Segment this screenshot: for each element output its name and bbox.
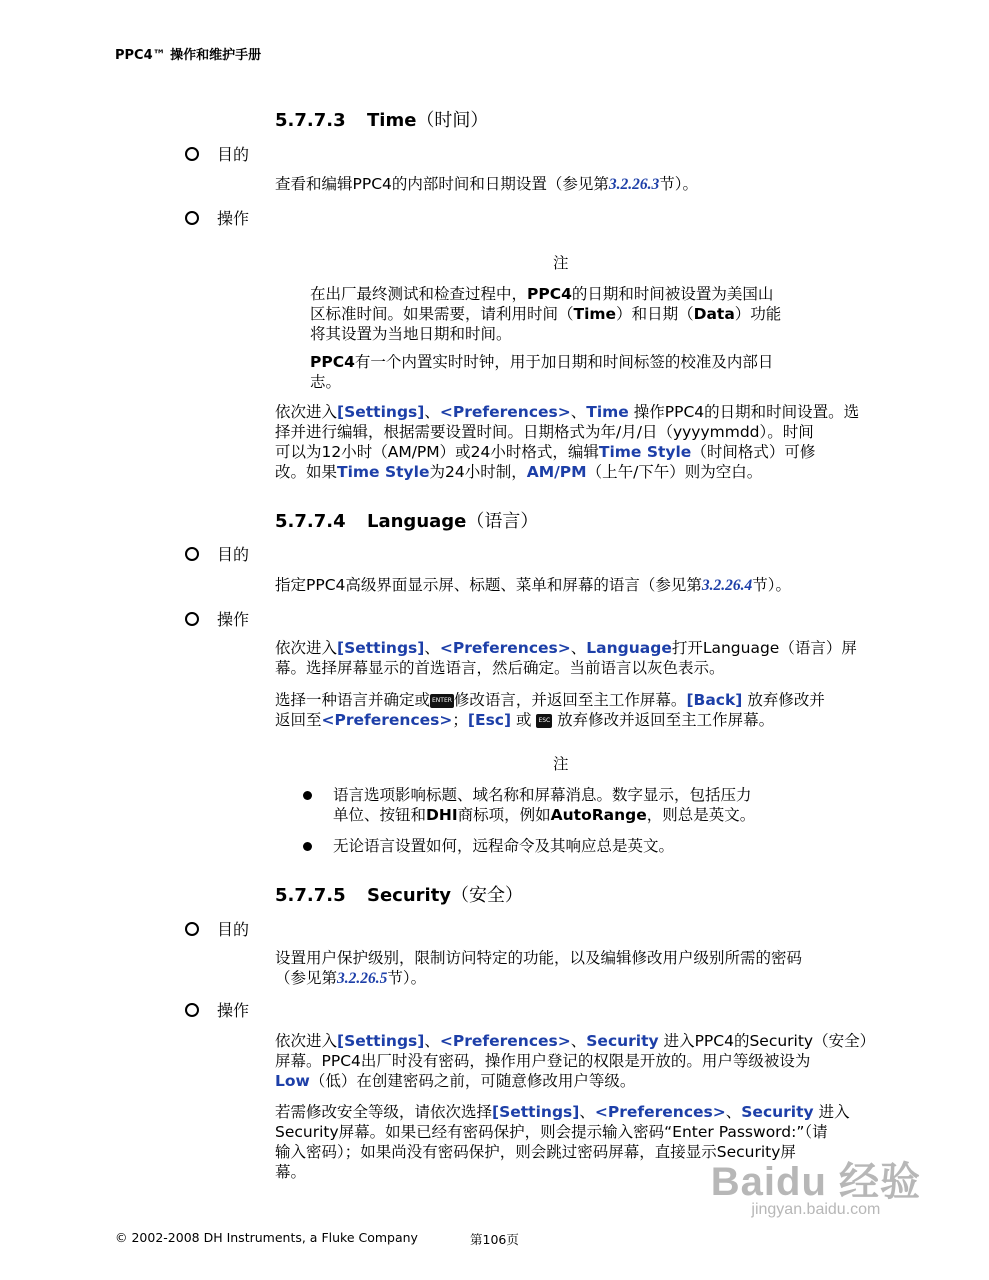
text: 、 [579,1103,595,1121]
text: PPC4 [527,285,572,303]
text: 设置用户保护级别，限制访问特定的功能，以及编辑修改用户级别所需的密码 [275,949,803,967]
text: 为24小时制， [429,463,527,481]
text: 、 [570,639,587,657]
menu-ref: [Settings] [492,1103,580,1121]
page-header: PPC4™ 操作和维护手册 [115,48,262,63]
text: ）和日期（ [616,305,694,323]
hollow-bullet-icon [185,547,199,561]
operation-label: 操作 [217,610,250,629]
text: 进入 [813,1103,850,1121]
text: 可以为12小时（AM/PM）或24小时格式，编辑 [275,443,599,461]
hollow-bullet-icon [185,922,199,936]
text: 的日期和时间被设置为美国山 [571,285,774,303]
menu-ref: [Esc] [467,711,512,729]
text: 放弃修改并 [742,691,825,709]
text: 、 [424,1032,440,1050]
text: 进入PPC4的Security（安全） [658,1032,876,1050]
text: （参见第 [275,969,338,987]
note-bullet-item [333,785,755,825]
hollow-bullet-icon [185,147,199,161]
menu-ref: [Settings] [337,403,425,421]
section-heading-time [275,106,488,132]
body-paragraph [275,690,825,730]
text: 商标项，例如 [457,806,551,824]
operation-label: 操作 [217,1001,250,1020]
solid-bullet-icon [303,791,312,800]
text: 屏幕。PPC4出厂时没有密码，操作用户登记的权限是开放的。用户等级被设为 [275,1052,811,1070]
text: 若需修改安全等级，请依次选择 [275,1103,493,1121]
menu-ref: <Preferences> [321,711,453,729]
text: 依次进入 [275,639,338,657]
text: 节）。 [752,576,792,594]
menu-ref: Time Style [598,443,692,461]
text: 语言选项影响标题、域名称和屏幕消息。数字显示，包括压力 [333,786,752,804]
menu-ref: Time [586,403,629,421]
text: （时间格式）可修 [691,443,816,461]
purpose-label: 目的 [217,920,250,939]
body-paragraph [275,1031,875,1091]
text: 输入密码）；如果尚没有密码保护，则会跳过密码屏幕，直接显示Security屏 [275,1143,796,1161]
text: 放弃修改并返回至主工作屏幕。 [552,711,775,729]
text: Time [573,305,617,323]
enter-key-icon: ENTER [430,694,454,708]
text: 修改语言，并返回至主工作屏幕。 [453,691,687,709]
menu-ref: Security [586,1032,659,1050]
text: 择并进行编辑，根据需要设置时间。日期格式为年/月/日（yyyymmdd）。时间 [275,423,814,441]
text: （低）在创建密码之前，可随意修改用户等级。 [309,1072,636,1090]
section-title-cn: （安全） [451,885,524,906]
operation-row [185,206,249,229]
section-title: Security [367,885,452,906]
section-title: Language [367,511,467,532]
purpose-label: 目的 [217,545,250,564]
text: Security屏幕。如果已经有密码保护，则会提示输入密码“Enter Password:”（请 [275,1123,828,1141]
section-heading-language [275,507,538,533]
text: 、 [424,639,440,657]
purpose-text [275,575,791,596]
section-number: 5.7.7.4 [275,511,346,532]
menu-ref: Language [586,639,672,657]
hollow-bullet-icon [185,612,199,626]
operation-row [185,998,249,1021]
body-paragraph [275,638,857,678]
text: 幕。选择屏幕显示的首选语言，然后确定。当前语言以灰色表示。 [275,659,725,677]
text: 节）。 [387,969,427,987]
note-paragraph [310,284,781,344]
menu-ref: <Preferences> [594,1103,726,1121]
text: Data [693,305,735,323]
operation-row [185,607,249,630]
menu-ref: AM/PM [526,463,587,481]
watermark-url: jingyan.baidu.com [751,1201,881,1218]
menu-ref: Time Style [337,463,430,481]
esc-key-icon: ESC [536,714,552,728]
purpose-row [185,542,249,565]
text: ； [452,711,468,729]
text: 、 [424,403,440,421]
text: 依次进入 [275,403,338,421]
menu-ref: Security [741,1103,814,1121]
text: 区标准时间。如果需要，请利用时间（ [310,305,574,323]
section-number: 5.7.7.3 [275,110,346,131]
text: DHI [426,806,458,824]
text: 查看和编辑PPC4的内部时间和日期设置（参见第 [275,175,609,193]
text: 选择一种语言并确定或 [275,691,431,709]
purpose-row [185,142,249,165]
text: 在出厂最终测试和检查过程中， [310,285,528,303]
text: 单位、按钮和 [333,806,427,824]
text: PPC4 [310,353,355,371]
menu-ref: [Settings] [337,639,425,657]
section-title: Time [367,110,417,131]
operation-label: 操作 [217,209,250,228]
text: AutoRange [550,806,647,824]
text: ，则总是英文。 [646,806,756,824]
footer-copyright: © 2002-2008 DH Instruments, a Fluke Company [115,1230,418,1245]
section-number: 5.7.7.5 [275,885,346,906]
text: 改。如果 [275,463,338,481]
text: 将其设置为当地日期和时间。 [310,325,512,343]
purpose-label: 目的 [217,145,250,164]
text: 、 [570,1032,587,1050]
section-title-cn: （时间） [416,110,489,131]
section-link[interactable]: 3.2.26.5 [337,970,388,987]
text: （上午/下午）则为空白。 [586,463,763,481]
text: 依次进入 [275,1032,338,1050]
text: 志。 [310,373,342,391]
menu-ref: <Preferences> [439,639,571,657]
text: 有一个内置实时时钟，用于加日期和时间标签的校准及内部日 [354,353,774,371]
text: 幕。 [275,1163,307,1181]
text: 或 [511,711,537,729]
menu-ref: [Back] [686,691,743,709]
text: 、 [570,403,587,421]
text: 打开Language（语言）屏 [671,639,857,657]
section-title-cn: （语言） [466,511,539,532]
baidu-watermark [711,1150,921,1219]
note-title: 注 [553,755,569,773]
text: 节）。 [659,175,699,193]
body-paragraph [275,402,859,482]
text: 返回至 [275,711,322,729]
menu-ref: Low [275,1072,310,1090]
text: 无论语言设置如何，远程命令及其响应总是英文。 [333,837,675,855]
purpose-text [275,948,802,989]
menu-ref: <Preferences> [439,1032,571,1050]
hollow-bullet-icon [185,1003,199,1017]
text: ）功能 [734,305,782,323]
page-number: 第106页 [470,1232,519,1247]
text: 操作PPC4的日期和时间设置。选 [628,403,860,421]
watermark-logo: Baidu 经验 [710,1160,921,1204]
text: 、 [725,1103,742,1121]
hollow-bullet-icon [185,211,199,225]
section-heading-security [275,881,523,907]
purpose-row [185,917,249,940]
purpose-text [275,174,698,195]
note-paragraph [310,352,773,392]
section-link[interactable]: 3.2.26.4 [701,577,753,594]
menu-ref: [Settings] [337,1032,425,1050]
text: 指定PPC4高级界面显示屏、标题、菜单和屏幕的语言（参见第 [275,576,702,594]
note-bullet-item [333,836,674,856]
section-link[interactable]: 3.2.26.3 [608,176,660,193]
note-title: 注 [553,254,569,272]
menu-ref: <Preferences> [439,403,571,421]
solid-bullet-icon [303,842,312,851]
